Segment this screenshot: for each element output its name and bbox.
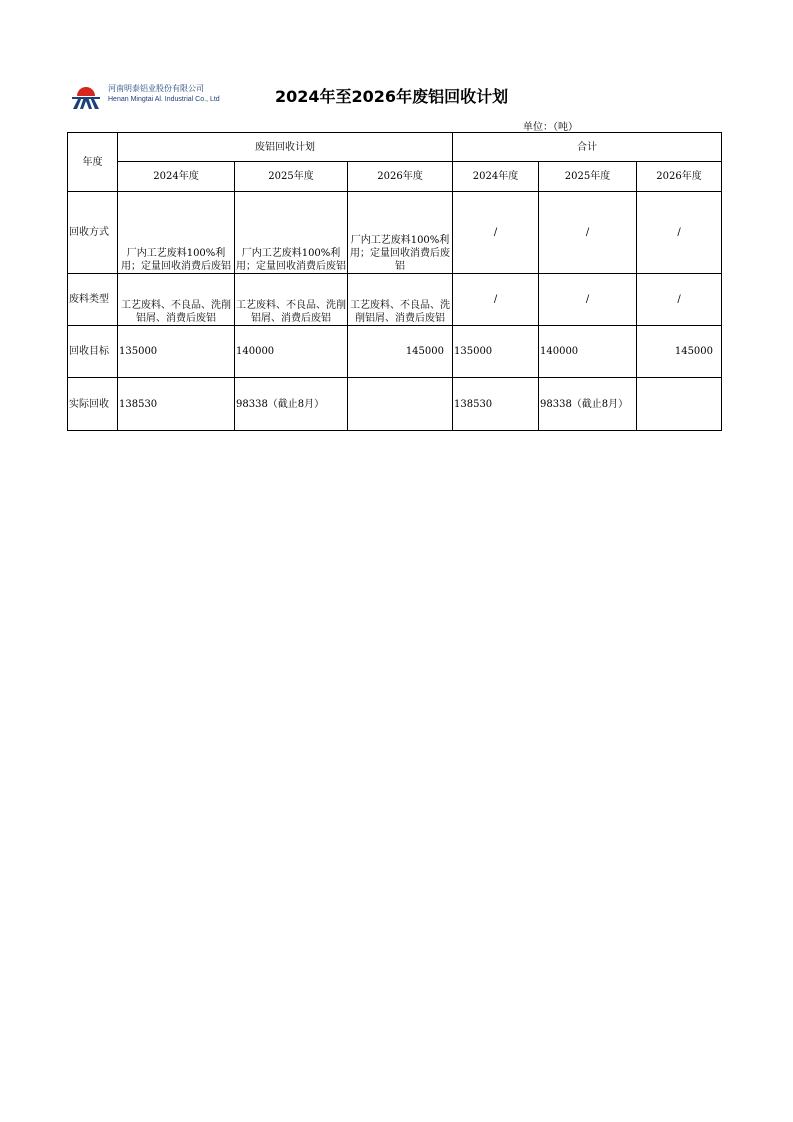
plan-cell: [348, 378, 453, 431]
company-logo-icon: [70, 82, 102, 110]
page-title: 2024年至2026年废铝回收计划: [275, 87, 509, 106]
total-year-2026: 2026年度: [637, 162, 722, 192]
table-header-row: [68, 133, 722, 162]
plan-cell: 140000: [235, 326, 348, 378]
table-row: [68, 192, 722, 274]
plan-cell: 工艺废料、不良品、洗削铝屑、消费后废铝: [235, 274, 348, 326]
plan-cell: 98338（截止8月）: [235, 378, 348, 431]
unit-label: 单位：（吨）: [523, 122, 578, 133]
plan-cell: 厂内工艺废料100%利用；定量回收消费后废铝: [118, 192, 235, 274]
plan-year-2025: 2025年度: [235, 162, 348, 192]
total-cell: /: [453, 274, 539, 326]
company-name-cn: 河南明泰铝业股份有限公司: [108, 84, 204, 93]
row-label-type: 废料类型: [68, 274, 118, 326]
row-label-method: 回收方式: [68, 192, 118, 274]
total-cell: /: [637, 192, 722, 274]
company-name-en: Henan Mingtai Al. Industrial Co., Ltd: [108, 96, 220, 103]
total-cell: 138530: [453, 378, 539, 431]
total-cell: /: [539, 274, 637, 326]
table-year-row: [68, 162, 722, 192]
plan-cell: 厂内工艺废料100%利用；定量回收消费后废铝: [348, 192, 453, 274]
total-cell: 145000: [637, 326, 722, 378]
total-cell: /: [539, 192, 637, 274]
plan-cell: 138530: [118, 378, 235, 431]
table-row: [68, 326, 722, 378]
total-cell: 98338（截止8月）: [539, 378, 637, 431]
plan-group-header: 废铝回收计划: [118, 133, 453, 162]
total-year-2024: 2024年度: [453, 162, 539, 192]
recycling-plan-table: [67, 132, 722, 431]
total-cell: 140000: [539, 326, 637, 378]
table-row: [68, 274, 722, 326]
plan-cell: 145000: [348, 326, 453, 378]
plan-year-2024: 2024年度: [118, 162, 235, 192]
plan-cell: 工艺废料、不良品、洗削铝屑、消费后废铝: [118, 274, 235, 326]
year-header-cell: 年度: [68, 133, 118, 192]
plan-year-2026: 2026年度: [348, 162, 453, 192]
plan-cell: 135000: [118, 326, 235, 378]
total-cell: /: [453, 192, 539, 274]
row-label-target: 回收目标: [68, 326, 118, 378]
plan-cell: 厂内工艺废料100%利用；定量回收消费后废铝: [235, 192, 348, 274]
total-cell: /: [637, 274, 722, 326]
row-label-actual: 实际回收: [68, 378, 118, 431]
total-cell: 135000: [453, 326, 539, 378]
document-header: [68, 80, 728, 116]
total-cell: [637, 378, 722, 431]
total-group-header: 合计: [453, 133, 722, 162]
total-year-2025: 2025年度: [539, 162, 637, 192]
plan-cell: 工艺废料、不良品、洗削铝屑、消费后废铝: [348, 274, 453, 326]
table-row: [68, 378, 722, 431]
